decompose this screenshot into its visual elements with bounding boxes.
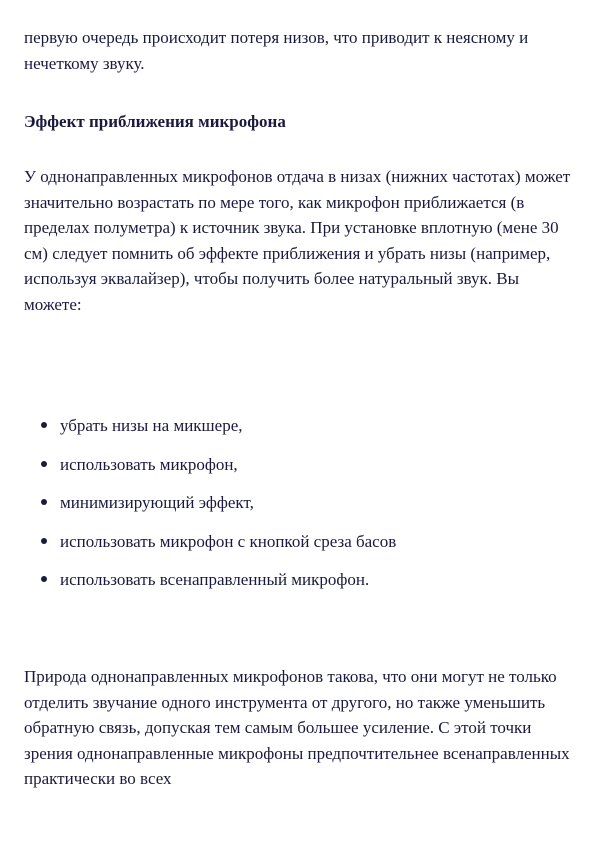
paragraph-proximity-effect: У однонаправленных микрофонов отдача в низах (нижних частотах) может значительно возрастать по мере того, как микрофон приближается (в пределах полуметра) к источник звука. При установке вплотную (мене 30 см) следует помнить об эффекте приближения и убрать низы (например, используя эквалайзер), чтобы получить более натуральный звук. Вы можете: (24, 167, 571, 314)
recommendations-list (24, 413, 396, 606)
list-item-text: использовать микрофон с кнопкой среза басов (60, 531, 397, 551)
list-item-text: убрать низы на микшере, (60, 416, 243, 435)
paragraph-directional-nature: Природа однонаправленных микрофонов такова, что они могут не только отделить звучание одного инструмента от другого, но также уменьшить обратную связь, допуская тем самым большее усиление. С этой точки зрения однонаправленные микрофоны предпочтительнее всенаправленных практически во всех (24, 667, 570, 788)
list-item (24, 529, 396, 568)
list-item-text: использовать микрофон, (60, 454, 238, 474)
bullet-icon (41, 576, 47, 582)
bullet-icon (41, 422, 47, 428)
list-item (24, 567, 396, 606)
list-item (24, 452, 396, 491)
intro-paragraph-tail: первую очередь происходит потеря низов, что приводит к неясному и нечеткому звуку. (24, 28, 529, 73)
list-item (24, 490, 396, 529)
list-item-text: минимизирующий эффект, (60, 493, 254, 512)
list-item (24, 413, 396, 452)
list-item-text: использовать всенаправленный микрофон. (60, 570, 370, 589)
bullet-icon (41, 461, 47, 467)
bullet-icon (41, 538, 47, 544)
section-heading: Эффект приближения микрофона (24, 112, 286, 131)
bullet-icon (41, 499, 47, 505)
